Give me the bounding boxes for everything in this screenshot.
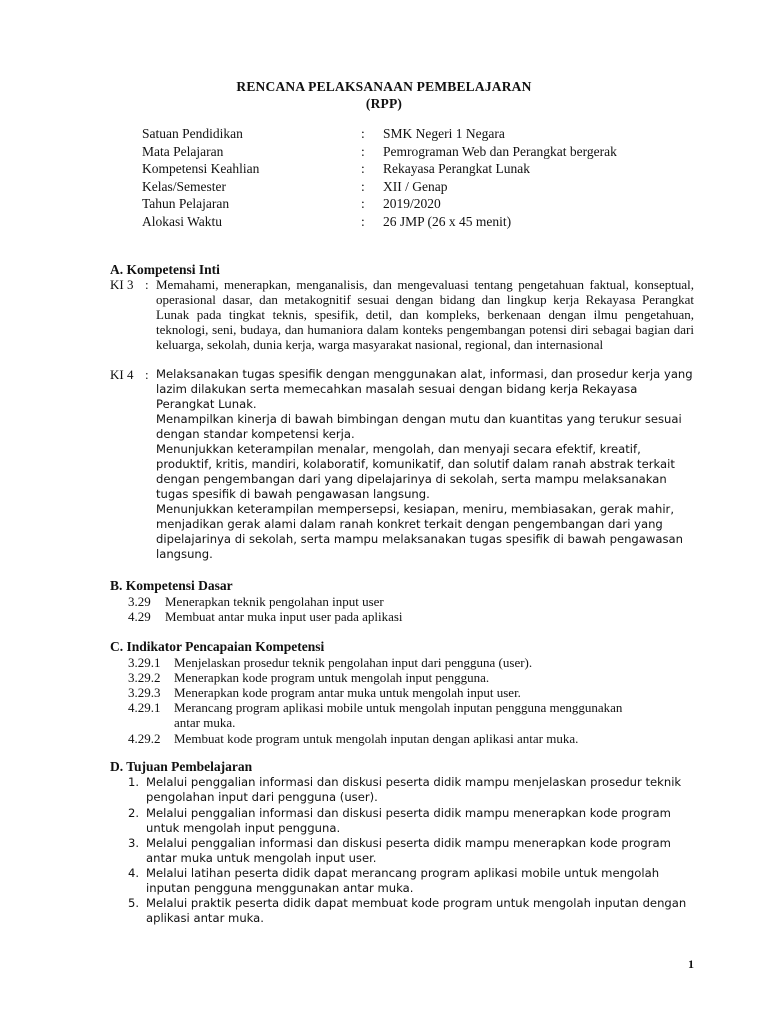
indicator-text: Merancang program aplikasi mobile untuk mengolah inputan pengguna menggunakan antar muka.: [174, 700, 623, 730]
goal-text: Melalui penggalian informasi dan diskusi peserta didik mampu menerapkan kode program antar muka untuk mengolah input user.: [146, 836, 671, 865]
info-value: 26 JMP (26 x 45 menit): [383, 214, 512, 229]
ki4-paragraph: Menampilkan kinerja di bawah bimbingan dengan mutu dan kuantitas yang terukur sesuai dengan standar kompetensi kerja.: [156, 412, 682, 441]
indicator-text: Menjelaskan prosedur teknik pengolahan input dari pengguna (user).: [174, 655, 533, 670]
ki4-text: [156, 367, 696, 562]
info-colon: :: [361, 144, 365, 159]
info-colon: :: [361, 196, 365, 211]
info-value: SMK Negeri 1 Negara: [383, 126, 505, 141]
section-heading-d: D. Tujuan Pembelajaran: [110, 759, 253, 774]
goal-text: Melalui penggalian informasi dan diskusi peserta didik mampu menjelaskan prosedur teknik pengolahan input dari pengguna (user).: [146, 775, 682, 804]
ki3-colon: :: [145, 277, 149, 292]
info-colon: :: [361, 126, 365, 141]
document-subtitle: (RPP): [365, 96, 403, 111]
goal-text: Melalui praktik peserta didik dapat membuat kode program untuk mengolah inputan dengan aplikasi antar muka.: [146, 896, 687, 925]
info-colon: :: [361, 179, 365, 194]
goal-number: 3.: [128, 836, 140, 850]
indicator-number: 3.29.2: [128, 670, 161, 685]
goal-text: Melalui penggalian informasi dan diskusi peserta didik mampu menerapkan kode program untuk mengolah input pengguna.: [146, 806, 671, 835]
ki4-paragraph: Menunjukkan keterampilan mempersepsi, kesiapan, meniru, membiasakan, gerak mahir, menjadikan gerak alami dalam ranah konkret terkait dengan pengembangan dari yang dipelajarinya di sekolah, serta mampu melaksanakan tugas spesifik di bawah pengawasan langsung.: [156, 502, 683, 561]
info-label: Satuan Pendidikan: [142, 126, 243, 141]
info-colon: :: [361, 161, 365, 176]
indicator-number: 4.29.2: [128, 731, 161, 746]
indicator-text: Membuat kode program untuk mengolah inputan dengan aplikasi antar muka.: [174, 731, 579, 746]
goal-number: 2.: [128, 806, 140, 820]
ki3-label: KI 3: [110, 277, 134, 292]
goal-text: Melalui latihan peserta didik dapat merancang program aplikasi mobile untuk mengolah inputan pengguna menggunakan antar muka.: [146, 866, 660, 895]
info-label: Kompetensi Keahlian: [142, 161, 260, 176]
kd-text: Membuat antar muka input user pada aplikasi: [165, 609, 403, 624]
indicator-text: Menerapkan kode program untuk mengolah input pengguna.: [174, 670, 490, 685]
page-number: 1: [688, 957, 694, 971]
goal-number: 1.: [128, 775, 140, 789]
info-label: Mata Pelajaran: [142, 144, 224, 159]
ki4-colon: :: [145, 367, 149, 382]
info-label: Tahun Pelajaran: [142, 196, 230, 211]
info-label: Alokasi Waktu: [142, 214, 223, 229]
document-title: RENCANA PELAKSANAAN PEMBELAJARAN: [236, 79, 532, 94]
kd-number: 4.29: [128, 609, 151, 624]
ki4-paragraph: Menunjukkan keterampilan menalar, mengolah, dan menyaji secara efektif, kreatif, produktif, kritis, mandiri, kolaboratif, komunikatif, dan solutif dalam ranah abstrak terkait dengan pengembangan dari yang dipelajarinya di sekolah, serta mampu melaksanakan tugas spesifik di bawah pengawasan langsung.: [156, 442, 675, 501]
indicator-text: Menerapkan kode program antar muka untuk mengolah input user.: [174, 685, 521, 700]
goal-number: 5.: [128, 896, 140, 910]
info-label: Kelas/Semester: [142, 179, 226, 194]
kd-text: Menerapkan teknik pengolahan input user: [165, 594, 384, 609]
info-colon: :: [361, 214, 365, 229]
ki4-label: KI 4: [110, 367, 134, 382]
section-heading-c: C. Indikator Pencapaian Kompetensi: [110, 639, 325, 654]
indicator-number: 4.29.1: [128, 700, 161, 715]
goal-number: 4.: [128, 866, 140, 880]
info-value: Pemrograman Web dan Perangkat bergerak: [383, 144, 617, 159]
ki4-paragraph: Melaksanakan tugas spesifik dengan menggunakan alat, informasi, dan prosedur kerja yang lazim dilakukan serta memecahkan masalah sesuai dengan bidang kerja Rekayasa Perangkat Lunak.: [156, 367, 693, 411]
indicator-number: 3.29.1: [128, 655, 161, 670]
section-heading-b: B. Kompetensi Dasar: [110, 578, 233, 593]
info-value: 2019/2020: [383, 196, 441, 211]
kd-number: 3.29: [128, 594, 151, 609]
info-value: XII / Genap: [383, 179, 448, 194]
info-value: Rekayasa Perangkat Lunak: [383, 161, 530, 176]
ki3-text: Memahami, menerapkan, menganalisis, dan mengevaluasi tentang pengetahuan faktual, konseptual, operasional dasar, dan metakognitif sesuai dengan bidang dan lingkup kerja Rekayasa Perangkat Lunak pada tingkat teknis, spesifik, detil, dan kompleks, berkenaan dengan ilmu pengetahuan, teknologi, seni, budaya, dan humaniora dalam konteks pengembangan potensi diri sebagai bagian dari keluarga, sekolah, dunia kerja, warga masyarakat nasional, regional, dan internasional: [156, 277, 694, 352]
section-heading-a: A. Kompetensi Inti: [110, 262, 220, 277]
indicator-number: 3.29.3: [128, 685, 161, 700]
